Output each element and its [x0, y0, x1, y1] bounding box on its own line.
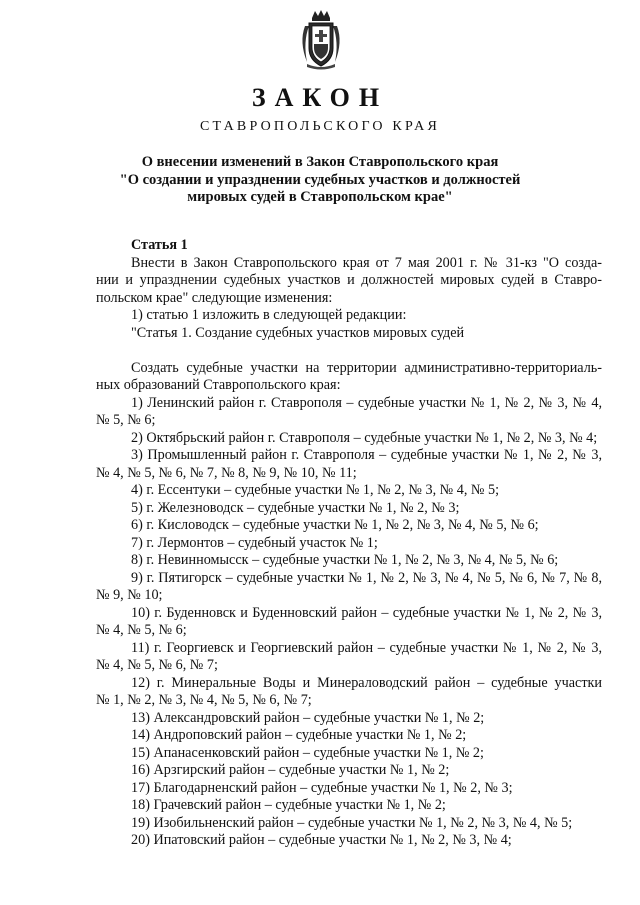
list-item: 7) г. Лермонтов – судебный участок № 1;	[131, 534, 378, 551]
document-body	[96, 237, 602, 850]
list-item: 3) Промышленный район г. Ставрополя – судебные участки № 1, № 2, № 3,	[131, 447, 602, 463]
article-title: Статья 1	[131, 237, 188, 253]
list-item: 12) г. Минеральные Воды и Минераловодский район – судебные участки	[131, 674, 602, 691]
document-subtitle: СТАВРОПОЛЬСКОГО КРАЯ	[200, 119, 440, 134]
list-item: 18) Грачевский район – судебные участки № 1, № 2;	[131, 797, 446, 813]
para-line: ных образований Ставропольского края:	[96, 377, 341, 393]
heading-line: "О создании и упразднении судебных участков и должностей	[119, 171, 521, 188]
list-item-cont: № 9, № 10;	[96, 587, 163, 603]
list-item: 19) Изобильненский район – судебные участки № 1, № 2, № 3, № 4, № 5;	[131, 814, 573, 831]
list-item: 1) Ленинский район г. Ставрополя – судебные участки № 1, № 2, № 3, № 4,	[131, 394, 602, 411]
list-item: 13) Александровский район – судебные участки № 1, № 2;	[131, 709, 485, 726]
heading-line: мировых судей в Ставропольском крае"	[187, 189, 453, 205]
list-item: 6) г. Кисловодск – судебные участки № 1, № 2, № 3, № 4, № 5, № 6;	[131, 517, 539, 533]
list-item-cont: № 1, № 2, № 3, № 4, № 5, № 6, № 7;	[96, 692, 312, 708]
list-item: 14) Андроповский район – судебные участки № 1, № 2;	[131, 727, 467, 743]
list-item: 17) Благодарненский район – судебные участки № 1, № 2, № 3;	[131, 779, 513, 796]
list-item: 8) г. Невинномысск – судебные участки № 1, № 2, № 3, № 4, № 5, № 6;	[131, 552, 559, 568]
intro-line: польском крае" следующие изменения:	[96, 289, 333, 306]
intro-line: Внести в Закон Ставропольского края от 7 мая 2001 г. № 31-кз "О созда-	[131, 254, 602, 271]
list-item: 11) г. Георгиевск и Георгиевский район – судебные участки № 1, № 2, № 3,	[131, 639, 602, 656]
list-item: 5) г. Железноводск – судебные участки № 1, № 2, № 3;	[131, 499, 460, 516]
list-item-cont: № 5, № 6;	[96, 412, 156, 428]
item-line: 1) статью 1 изложить в следующей редакции:	[131, 307, 407, 323]
list-item: 10) г. Буденновск и Буденновский район – судебные участки № 1, № 2, № 3,	[131, 604, 602, 621]
list-item: 15) Апанасенковский район – судебные участки № 1, № 2;	[131, 744, 484, 761]
list-item-cont: № 4, № 5, № 6, № 7;	[96, 657, 218, 673]
quote-title: "Статья 1. Создание судебных участков мировых судей	[131, 324, 465, 341]
list-item-cont: № 4, № 5, № 6;	[96, 622, 187, 638]
list-item-cont: № 4, № 5, № 6, № 7, № 8, № 9, № 10, № 11;	[96, 464, 357, 481]
coat-of-arms-icon	[293, 8, 349, 72]
list-item: 9) г. Пятигорск – судебные участки № 1, № 2, № 3, № 4, № 5, № 6, № 7, № 8,	[131, 569, 602, 586]
list-item: 2) Октябрьский район г. Ставрополя – судебные участки № 1, № 2, № 3, № 4;	[131, 429, 598, 446]
intro-line: нии и упразднении судебных участков и должностей мировых судей в Ставро-	[96, 272, 602, 288]
heading-line: О внесении изменений в Закон Ставропольского края	[141, 154, 499, 170]
list-item: 4) г. Ессентуки – судебные участки № 1, № 2, № 3, № 4, № 5;	[131, 482, 500, 498]
law-heading	[0, 154, 640, 207]
list-item: 20) Ипатовский район – судебные участки № 1, № 2, № 3, № 4;	[131, 832, 512, 848]
para-line: Создать судебные участки на территории административно-территориаль-	[131, 359, 602, 376]
document-title: ЗАКОН	[251, 83, 389, 112]
list-item: 16) Арзгирский район – судебные участки № 1, № 2;	[131, 762, 450, 778]
